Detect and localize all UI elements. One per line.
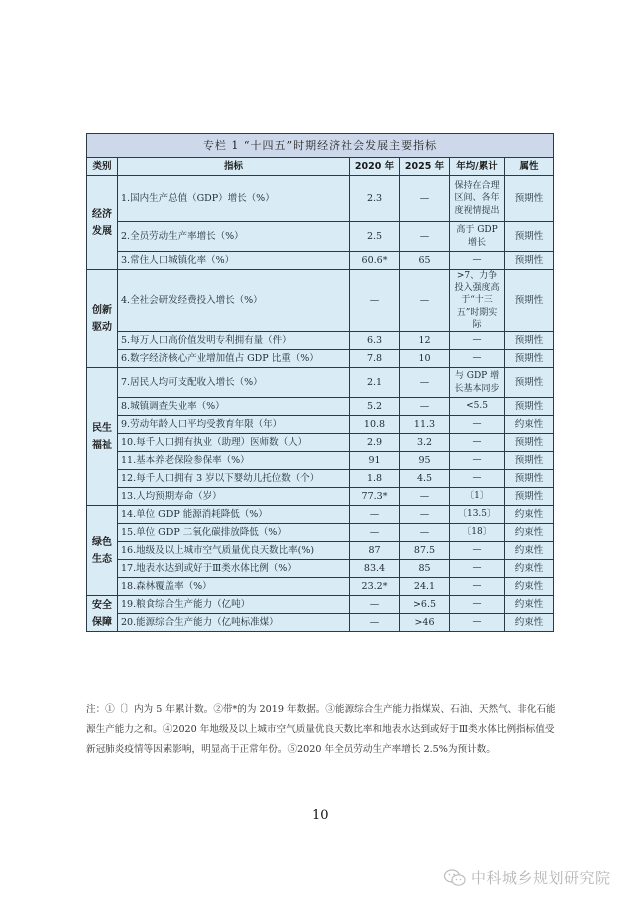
value-2020: 7.8	[350, 350, 400, 368]
category-cell: 安全保障	[87, 596, 118, 632]
table-row	[87, 252, 554, 270]
header-indicator: 指标	[118, 158, 350, 176]
value-2025: —	[400, 506, 450, 524]
header-2020: 2020 年	[350, 158, 400, 176]
value-2025: 24.1	[400, 578, 450, 596]
avg-cell: <5.5	[450, 398, 505, 416]
indicator-cell: 2.全员劳动生产率增长（%）	[118, 222, 350, 252]
indicator-cell: 14.单位 GDP 能源消耗降低（%）	[118, 506, 350, 524]
indicator-cell: 17.地表水达到或好于Ⅲ类水体比例（%）	[118, 560, 350, 578]
table-row	[87, 524, 554, 542]
value-2020: 23.2*	[350, 578, 400, 596]
indicator-cell: 15.单位 GDP 二氧化碳排放降低（%）	[118, 524, 350, 542]
table-row	[87, 452, 554, 470]
avg-cell: —	[450, 578, 505, 596]
indicator-cell: 6.数字经济核心产业增加值占 GDP 比重（%）	[118, 350, 350, 368]
indicator-cell: 1.国内生产总值（GDP）增长（%）	[118, 176, 350, 222]
avg-cell: —	[450, 542, 505, 560]
table-row	[87, 542, 554, 560]
value-2025: 85	[400, 560, 450, 578]
indicator-cell: 20.能源综合生产能力（亿吨标准煤）	[118, 614, 350, 632]
header-attr: 属性	[505, 158, 554, 176]
value-2025: 10	[400, 350, 450, 368]
table-notes: 注：①〔〕内为 5 年累计数。②带*的为 2019 年数据。③能源综合生产能力指煤炭、石油、天然气、非化石能源生产能力之和。④2020 年地级及以上城市空气质量优良天数比率和地表水达到或好于Ⅲ类水体比例指标值受新冠肺炎疫情等因素影响，明显高于正常年份。⑤2020 年全员劳动生产率增长 2.5%为预计数。	[86, 704, 556, 755]
page-number: 10	[312, 808, 329, 823]
category-cell: 经济发展	[87, 176, 118, 270]
value-2020: 10.8	[350, 416, 400, 434]
table-row	[87, 614, 554, 632]
table-row	[87, 332, 554, 350]
value-2020: —	[350, 614, 400, 632]
value-2025: —	[400, 222, 450, 252]
indicator-cell: 16.地级及以上城市空气质量优良天数比率(%)	[118, 542, 350, 560]
table-row	[87, 398, 554, 416]
attr-cell: 预期性	[505, 270, 554, 332]
value-2020: —	[350, 596, 400, 614]
table-row	[87, 350, 554, 368]
avg-cell: —	[450, 434, 505, 452]
attr-cell: 预期性	[505, 452, 554, 470]
attr-cell: 预期性	[505, 398, 554, 416]
indicator-cell: 11.基本养老保险参保率（%）	[118, 452, 350, 470]
attr-cell: 约束性	[505, 596, 554, 614]
indicator-cell: 8.城镇调查失业率（%）	[118, 398, 350, 416]
value-2025: 65	[400, 252, 450, 270]
attr-cell: 约束性	[505, 578, 554, 596]
table-row	[87, 506, 554, 524]
attr-cell: 约束性	[505, 542, 554, 560]
attr-cell: 约束性	[505, 524, 554, 542]
table-title: 专栏 1 “十四五”时期经济社会发展主要指标	[87, 134, 554, 158]
avg-cell: —	[450, 560, 505, 578]
value-2025: —	[400, 368, 450, 398]
value-2025: —	[400, 398, 450, 416]
table-title-row	[87, 134, 554, 158]
indicator-cell: 12.每千人口拥有 3 岁以下婴幼儿托位数（个）	[118, 470, 350, 488]
avg-cell: 保持在合理区间、各年度视情提出	[450, 176, 505, 222]
avg-cell: 与 GDP 增长基本同步	[450, 368, 505, 398]
value-2020: 83.4	[350, 560, 400, 578]
attr-cell: 约束性	[505, 560, 554, 578]
value-2020: —	[350, 270, 400, 332]
attr-cell: 预期性	[505, 332, 554, 350]
avg-cell: —	[450, 416, 505, 434]
table-row	[87, 488, 554, 506]
attr-cell: 预期性	[505, 434, 554, 452]
value-2020: 60.6*	[350, 252, 400, 270]
table-row	[87, 222, 554, 252]
indicator-cell: 18.森林覆盖率（%）	[118, 578, 350, 596]
header-category: 类别	[87, 158, 118, 176]
attr-cell: 预期性	[505, 252, 554, 270]
header-avg: 年均/累计	[450, 158, 505, 176]
value-2025: 11.3	[400, 416, 450, 434]
value-2025: >6.5	[400, 596, 450, 614]
table-row	[87, 368, 554, 398]
avg-cell: 〔13.5〕	[450, 506, 505, 524]
indicators-table	[86, 133, 554, 632]
value-2020: 2.5	[350, 222, 400, 252]
table-row	[87, 416, 554, 434]
attr-cell: 预期性	[505, 470, 554, 488]
table-row	[87, 270, 554, 332]
value-2025: —	[400, 176, 450, 222]
attr-cell: 约束性	[505, 506, 554, 524]
value-2020: 2.1	[350, 368, 400, 398]
value-2020: 2.9	[350, 434, 400, 452]
indicator-cell: 9.劳动年龄人口平均受教育年限（年）	[118, 416, 350, 434]
watermark-text: 中科城乡规划研究院	[471, 869, 611, 887]
value-2020: 6.3	[350, 332, 400, 350]
value-2020: 87	[350, 542, 400, 560]
indicator-cell: 5.每万人口高价值发明专利拥有量（件）	[118, 332, 350, 350]
avg-cell: —	[450, 614, 505, 632]
value-2025: 4.5	[400, 470, 450, 488]
watermark	[443, 867, 611, 888]
avg-cell: —	[450, 470, 505, 488]
value-2025: 12	[400, 332, 450, 350]
value-2025: —	[400, 270, 450, 332]
category-cell: 绿色生态	[87, 506, 118, 596]
wechat-icon	[443, 868, 467, 888]
table-header-row	[87, 158, 554, 176]
attr-cell: 预期性	[505, 368, 554, 398]
avg-cell: —	[450, 332, 505, 350]
value-2020: 77.3*	[350, 488, 400, 506]
attr-cell: 预期性	[505, 176, 554, 222]
avg-cell: —	[450, 350, 505, 368]
header-2025: 2025 年	[400, 158, 450, 176]
indicator-cell: 13.人均预期寿命（岁）	[118, 488, 350, 506]
avg-cell: —	[450, 452, 505, 470]
attr-cell: 预期性	[505, 350, 554, 368]
value-2025: —	[400, 488, 450, 506]
value-2020: 1.8	[350, 470, 400, 488]
table-row	[87, 470, 554, 488]
avg-cell: >7、力争投入强度高于“十三五”时期实际	[450, 270, 505, 332]
attr-cell: 预期性	[505, 222, 554, 252]
value-2020: —	[350, 524, 400, 542]
indicator-cell: 4.全社会研发经费投入增长（%）	[118, 270, 350, 332]
category-cell: 创新驱动	[87, 270, 118, 368]
value-2020: 91	[350, 452, 400, 470]
avg-cell: 〔18〕	[450, 524, 505, 542]
indicator-cell: 7.居民人均可支配收入增长（%）	[118, 368, 350, 398]
value-2025: >46	[400, 614, 450, 632]
table-row	[87, 560, 554, 578]
attr-cell: 预期性	[505, 488, 554, 506]
category-cell: 民生福祉	[87, 368, 118, 506]
indicator-cell: 19.粮食综合生产能力（亿吨）	[118, 596, 350, 614]
value-2020: —	[350, 506, 400, 524]
indicator-cell: 3.常住人口城镇化率（%）	[118, 252, 350, 270]
attr-cell: 约束性	[505, 614, 554, 632]
table-row	[87, 434, 554, 452]
value-2025: —	[400, 524, 450, 542]
table-row	[87, 176, 554, 222]
table-row	[87, 578, 554, 596]
value-2025: 3.2	[400, 434, 450, 452]
indicator-cell: 10.每千人口拥有执业（助理）医师数（人）	[118, 434, 350, 452]
value-2025: 87.5	[400, 542, 450, 560]
attr-cell: 约束性	[505, 416, 554, 434]
avg-cell: 〔1〕	[450, 488, 505, 506]
avg-cell: 高于 GDP 增长	[450, 222, 505, 252]
value-2020: 2.3	[350, 176, 400, 222]
table-row	[87, 596, 554, 614]
avg-cell: —	[450, 252, 505, 270]
avg-cell: —	[450, 596, 505, 614]
value-2020: 5.2	[350, 398, 400, 416]
value-2025: 95	[400, 452, 450, 470]
